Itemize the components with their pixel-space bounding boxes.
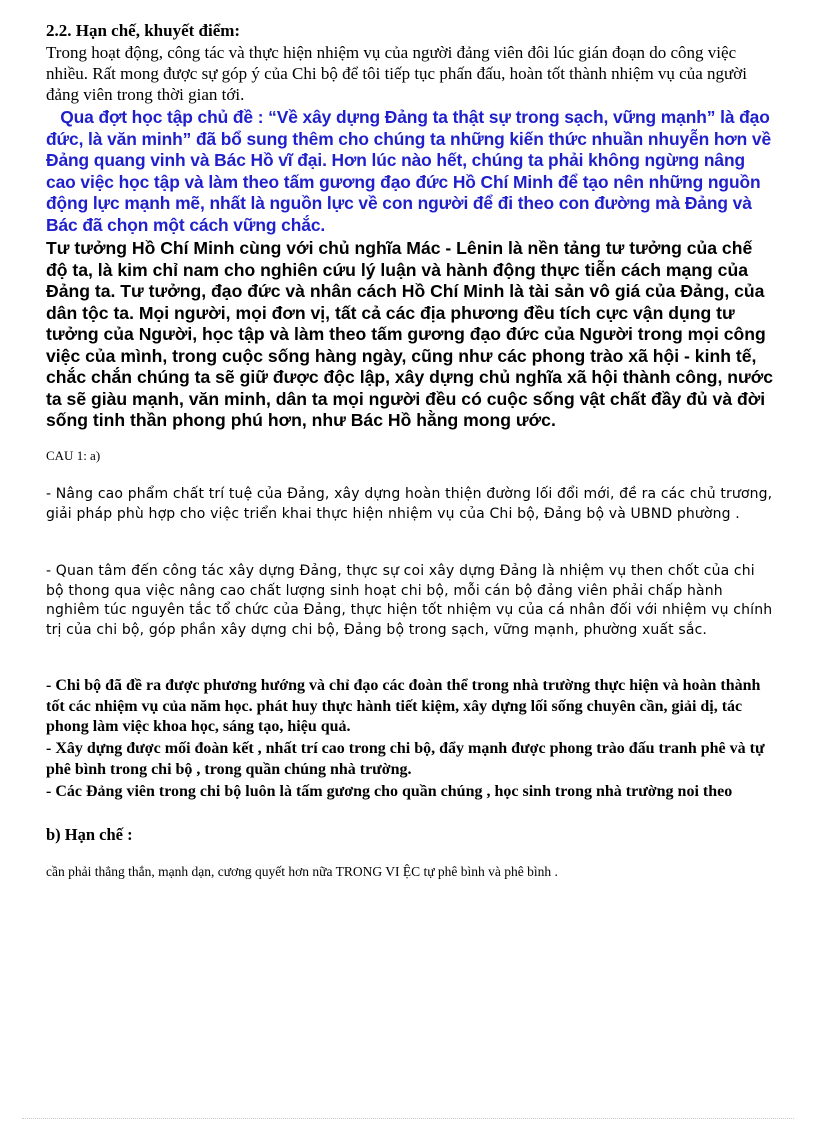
ho-chi-minh-thought-paragraph: Tư tưởng Hồ Chí Minh cùng với chủ nghĩa Mác - Lênin là nền tảng tư tưởng của chế độ ta, là kim chỉ nam cho nghiên cứu lý luận và hành động thực tiễn cách mạng của Đảng ta. Tư tưởng, đạo đức và nhân cách Hồ Chí Minh là tài sản vô giá của Đảng, của dân tộc ta. Mọi người, mọi đơn vị, tất cả các địa phương đều tích cực vận dụng tư tưởng của Người, học tập và làm theo tấm gương đạo đức của Người trong mọi công việc của mình, trong cuộc sống hàng ngày, cũng như các phong trào xã hội - kinh tế, chắc chắn chúng ta sẽ giữ được độc lập, xây dựng chủ nghĩa xã hội thành công, nước ta sẽ giàu mạnh, văn minh, dân ta mọi người đều có cuộc sống vật chất đầy đủ và đời sống tinh thần phong phú hơn, như Bác Hồ hằng mong ước. bbox=[46, 238, 774, 430]
section-heading: 2.2. Hạn chế, khuyết điểm: bbox=[46, 21, 241, 40]
point-1-paragraph: - Nâng cao phẩm chất trí tuệ của Đảng, xây dựng hoàn thiện đường lối đổi mới, đề ra các chủ trương, giải pháp phù hợp cho việc triển khai thực hiện nhiệm vụ của Chi bộ, Đảng bộ và UBND phường . bbox=[46, 486, 773, 522]
limitations-label: b) Hạn chế : bbox=[46, 825, 133, 844]
limitations-text: cần phải thẳng thắn, mạnh dạn, cương quyết hơn nữa TRONG VI ỆC tự phê bình và phê bình . bbox=[46, 864, 558, 879]
point-2-paragraph: - Quan tâm đến công tác xây dựng Đảng, thực sự coi xây dựng Đảng là nhiệm vụ then chốt của chi bộ thong qua việc nâng cao chất lượng sinh hoạt chi bộ, mỗi cán bộ đảng viên phải chấp hành nghiêm túc nguyên tắc tổ chức của Đảng, thực hiện tốt nhiệm vụ của cá nhân đối với nhiệm vụ chính trị của chi bộ, góp phần xây dựng chi bộ, Đảng bộ trong sạch, vững mạnh, phường xuất sắc. bbox=[46, 563, 773, 638]
study-topic-paragraph: Qua đợt học tập chủ đề : “Về xây dựng Đảng ta thật sự trong sạch, vững mạnh” là đạo đức, là văn minh” đã bổ sung thêm cho chúng ta những kiến thức nhuần nhuyễn hơn về Đảng quang vinh và Bác Hồ vĩ đại. Hơn lúc nào hết, chúng ta phải không ngừng nâng cao việc học tập và làm theo tấm gương đạo đức Hồ Chí Minh để tạo nên những nguồn động lực mạnh mẽ, nhất là nguồn lực về con người để đi theo con đường mà Đảng và Bác đã chọn một cách vững chắc. bbox=[46, 107, 776, 235]
question-1-label: CAU 1: a) bbox=[46, 448, 101, 463]
achievement-point-1: - Chi bộ đã đề ra được phương hướng và chỉ đạo các đoàn thể trong nhà trường thực hiện và hoàn thành tốt các nhiệm vụ của năm học. phát huy thực hành tiết kiệm, xây dựng lối sống chuyên cần, giải dị, tác phong làm việc khoa học, sáng tạo, hiệu quả. bbox=[46, 677, 761, 735]
achievement-point-2: - Xây dựng được mối đoàn kết , nhất trí cao trong chi bộ, đẩy mạnh được phong trào đấu tranh phê và tự phê bình trong chi bộ , trong quần chúng nhà trường. bbox=[46, 740, 765, 778]
intro-paragraph: Trong hoạt động, công tác và thực hiện nhiệm vụ của người đảng viên đôi lúc gián đoạn do công việc nhiều. Rất mong được sự góp ý của Chi bộ để tôi tiếp tục phấn đấu, hoàn tốt thành nhiệm vụ của người đảng viên trong thời gian tới. bbox=[46, 43, 747, 104]
achievement-point-3: - Các Đảng viên trong chi bộ luôn là tấm gương cho quần chúng , học sinh trong nhà trường noi theo bbox=[46, 783, 733, 800]
page-bottom-divider bbox=[22, 1118, 794, 1119]
